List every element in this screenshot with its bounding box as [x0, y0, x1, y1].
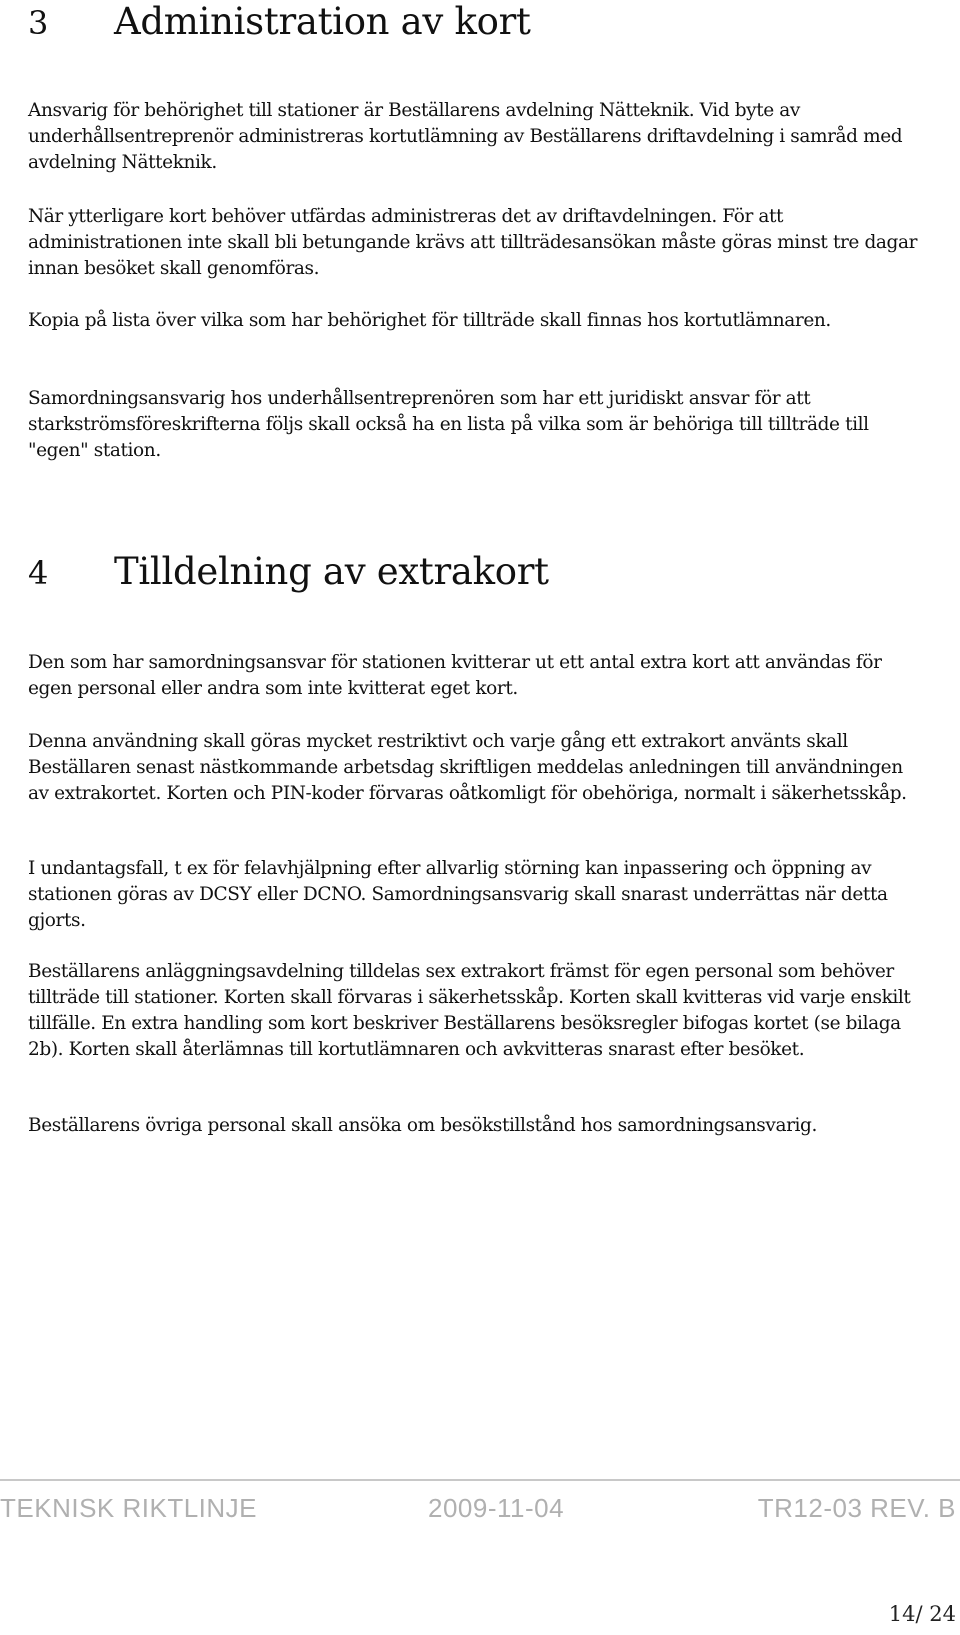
- section-4-paragraph-4: Beställarens anläggningsavdelning tilldelas sex extrakort främst för egen personal som behöver tillträde till stationer. Korten skall förvaras i säkerhetsskåp. Korten skall kvitteras vid varje enskilt tillfälle. En extra handling som kort beskriver Beställarens besöksregler bifogas kortet (se bilaga 2b). Korten skall återlämnas till kortutlämnaren och avkvitteras snarast efter besöket.: [28, 961, 911, 1060]
- footer-document-type: TEKNISK RIKTLINJE: [0, 1493, 257, 1523]
- section-3-paragraph-4: Samordningsansvarig hos underhållsentreprenören som har ett juridiskt ansvar för att starkströmsföreskrifterna följs skall också ha en lista på vilka som är behöriga till tillträde till "egen" station.: [28, 388, 869, 461]
- section-4-paragraph-2: Denna användning skall göras mycket restriktivt och varje gång ett extrakort använts skall Beställaren senast nästkommande arbetsdag skriftligen meddelas anledningen till användningen av extrakortet. Korten och PIN-koder förvaras oåtkomligt för obehöriga, normalt i säkerhetsskåp.: [28, 731, 907, 804]
- section-3-title: Administration av kort: [114, 0, 531, 43]
- footer-date: 2009-11-04: [428, 1493, 565, 1523]
- section-3-paragraph-2: När ytterligare kort behöver utfärdas administreras det av driftavdelningen. För att administrationen inte skall bli betungande krävs att tillträdesansökan måste göras minst tre dagar innan besöket skall genomföras.: [28, 206, 918, 279]
- section-3-paragraph-3: Kopia på lista över vilka som har behörighet för tillträde skall finnas hos kortutlämnaren.: [28, 310, 831, 331]
- section-4-number: 4: [28, 554, 49, 592]
- section-4-paragraph-1: Den som har samordningsansvar för stationen kvitterar ut ett antal extra kort att användas för egen personal eller andra som inte kvitterat eget kort.: [28, 652, 882, 699]
- section-4-paragraph-5: Beställarens övriga personal skall ansöka om besökstillstånd hos samordningsansvarig.: [28, 1115, 817, 1136]
- section-3-paragraph-1: Ansvarig för behörighet till stationer är Beställarens avdelning Nätteknik. Vid byte av underhållsentreprenör administreras kortutlämning av Beställarens driftavdelning i samråd med avdelning Nätteknik.: [28, 100, 903, 173]
- section-3-heading: [28, 0, 531, 43]
- section-3-number: 3: [28, 4, 49, 42]
- section-4-title: Tilldelning av extrakort: [114, 550, 549, 593]
- section-4-paragraph-3: I undantagsfall, t ex för felavhjälpning efter allvarlig störning kan inpassering och öppning av stationen göras av DCSY eller DCNO. Samordningsansvarig skall snarast underrättas när detta gjorts.: [28, 858, 888, 931]
- section-4-heading: [28, 550, 549, 593]
- footer-document-id: TR12-03 REV. B: [757, 1493, 956, 1523]
- page-number: 14/ 24: [888, 1602, 956, 1626]
- footer-divider: [0, 1479, 960, 1481]
